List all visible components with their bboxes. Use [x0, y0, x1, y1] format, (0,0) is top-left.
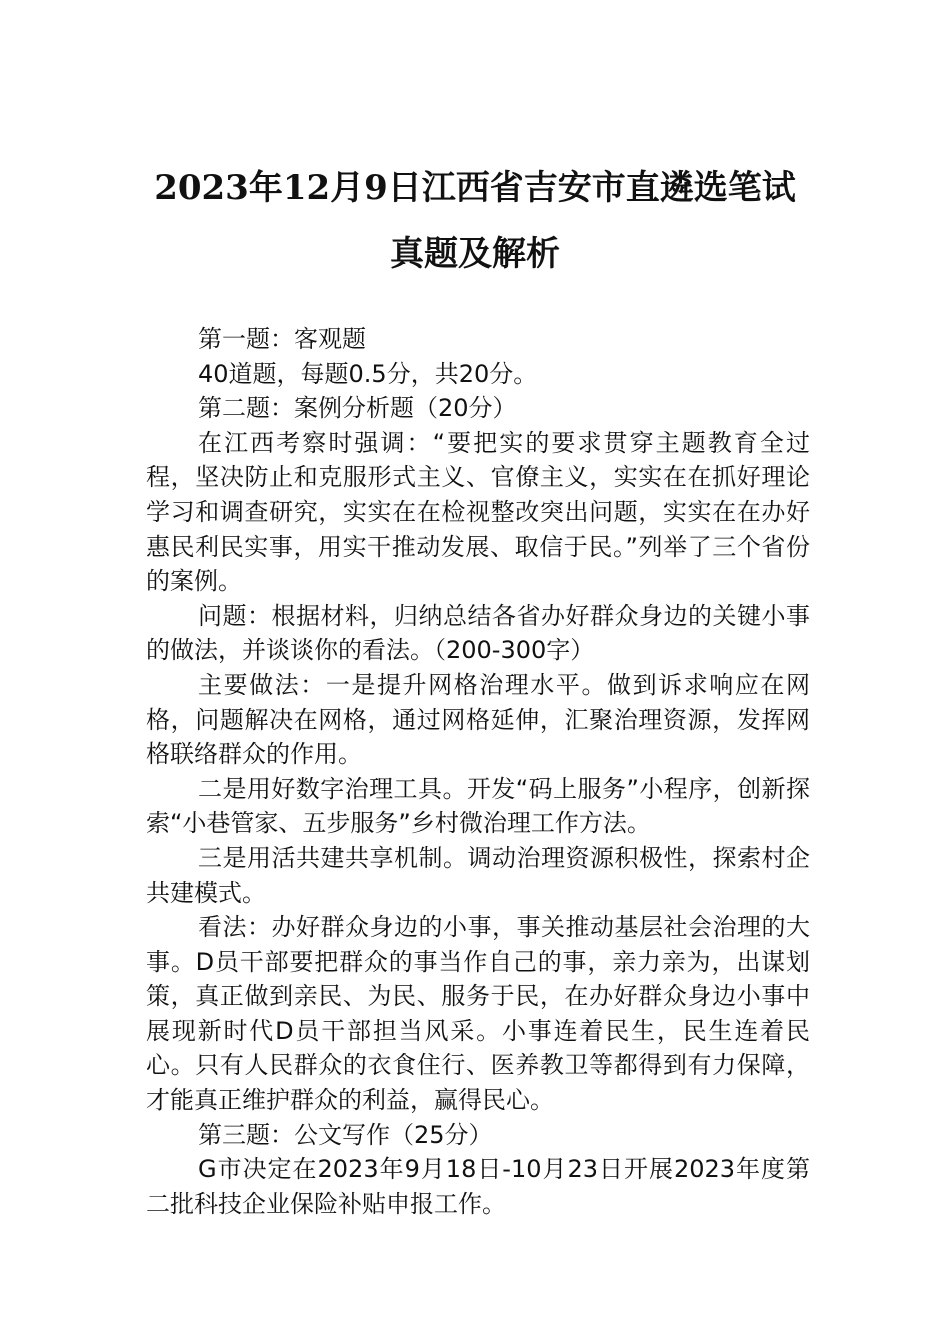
paragraph-section-3-heading: 第三题：公文写作（25分）: [198, 1120, 493, 1149]
paragraph-section-3-task: G市决定在2023年9月18日-10月23日开展2023年度第二批科技企业保险补贴申报工作。: [146, 1155, 810, 1218]
paragraph-opinion: 看法：办好群众身边的小事，事关推动基层社会治理的大事。D员干部要把群众的事当作自己的事，亲力亲为，出谋划策，真正做到亲民、为民、服务于民，在办好群众身边小事中展现新时代D员干部担当风采。小事连着民生，民生连着民心。只有人民群众的衣食住行、医养教卫等都得到有力保障，才能真正维护群众的利益，赢得民心。: [146, 913, 810, 1115]
document-body: [146, 322, 810, 1221]
paragraph-question: 问题：根据材料，归纳总结各省办好群众身边的关键小事的做法，并谈谈你的看法。（200-300字）: [146, 601, 810, 665]
paragraph-material: 在江西考察时强调：“要把实的要求贯穿主题教育全过程，坚决防止和克服形式主义、官僚主义，实实在在抓好理论学习和调查研究，实实在在检视整改突出问题，实实在在办好惠民利民实事，用实干推动发展、取信于民。”列举了三个省份的案例。: [146, 428, 810, 596]
paragraph-measure-3: 三是用活共建共享机制。调动治理资源积极性，探索村企共建模式。: [146, 843, 810, 907]
document-title-line-1: 2023年12月9日江西省吉安市直遴选笔试: [154, 168, 796, 208]
paragraph-measure-2: 二是用好数字治理工具。开发“码上服务”小程序，创新探索“小巷管家、五步服务”乡村微治理工作方法。: [146, 774, 810, 838]
paragraph-section-1-heading: 第一题：客观题: [198, 325, 366, 353]
document-title-line-2: 真题及解析: [390, 234, 560, 274]
paragraph-measure-1: 主要做法：一是提升网格治理水平。做到诉求响应在网格，问题解决在网格，通过网格延伸，汇聚治理资源，发挥网格联络群众的作用。: [146, 670, 810, 769]
paragraph-section-1-detail: 40道题，每题0.5分，共20分。: [198, 359, 538, 388]
paragraph-section-2-heading: 第二题：案例分析题（20分）: [198, 394, 517, 423]
